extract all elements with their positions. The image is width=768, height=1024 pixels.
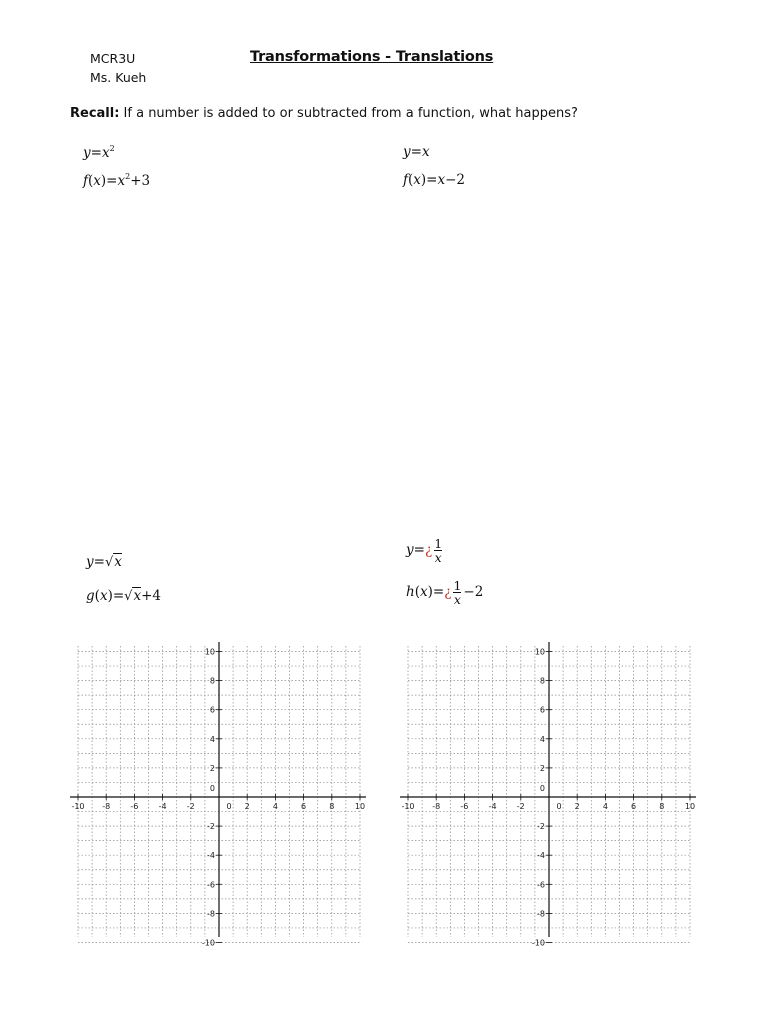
recall-label: Recall: [70,106,120,121]
course-code: MCR3U [90,51,136,66]
x-tick-label: 2 [574,802,580,811]
q2-base-equation: y=x [403,144,430,160]
x-tick-label: 10 [684,802,696,811]
x-tick-label: -4 [488,802,497,811]
x-tick-label: -8 [102,802,111,811]
x-tick-label: -8 [432,802,441,811]
y-tick-label: -4 [207,851,215,861]
y-tick-label: 8 [209,676,215,686]
q3-transformed-equation: g(x)=√x+4 [86,588,161,604]
y-tick-label: 2 [539,763,545,773]
x-tick-label: -10 [71,802,85,811]
recall-line [70,106,578,121]
x-tick-label: 4 [272,802,278,811]
origin-label-y: 0 [539,784,545,793]
y-tick-label: 2 [209,763,215,773]
y-tick-label: 4 [209,734,215,744]
q4-base-equation: y=¿ $\frac{1}{x}$ [406,536,443,565]
x-tick-label: 6 [301,802,307,811]
y-tick-label: 6 [539,705,545,715]
teacher-name: Ms. Kueh [90,70,147,85]
origin-label-y: 0 [209,784,215,793]
x-tick-label: 8 [329,802,335,811]
x-tick-label: -2 [516,802,525,811]
y-tick-label: -10 [531,938,545,948]
y-tick-label: 8 [539,676,545,686]
recall-question: If a number is added to or subtracted from a function, what happens? [119,106,578,121]
y-tick-label: 6 [209,705,215,715]
y-tick-label: -2 [537,822,545,832]
x-tick-label: 8 [659,802,665,811]
origin-label-x: 0 [556,802,562,811]
q1-base-equation: $y=x^2$ [83,144,115,161]
x-tick-label: -6 [130,802,139,811]
coordinate-grid-right[interactable] [400,640,696,948]
q2-transformed-equation: f(x)=x−2 [403,172,466,188]
x-tick-label: -2 [186,802,195,811]
x-tick-label: 2 [244,802,250,811]
y-tick-label: -8 [207,909,215,919]
y-tick-label: 10 [534,647,545,657]
y-tick-label: -2 [207,822,215,832]
y-tick-label: -10 [201,938,215,948]
x-tick-label: 10 [354,802,366,811]
y-tick-label: 10 [204,647,215,657]
q1-transformed-equation: $f(x)=x^2+3$ [83,172,151,189]
x-tick-label: -6 [460,802,469,811]
q4-transformed-equation: h(x)=¿ $\frac{1}{x}$ −2 [406,578,484,607]
coordinate-grid-left[interactable] [70,640,366,948]
y-tick-label: -6 [537,880,545,890]
y-tick-label: -6 [207,880,215,890]
x-tick-label: -10 [401,802,415,811]
origin-label-x: 0 [226,802,232,811]
y-tick-label: -4 [537,851,545,861]
y-tick-label: 4 [539,734,545,744]
q3-base-equation: y=√x [86,554,122,570]
y-tick-label: -8 [537,909,545,919]
x-tick-label: 6 [631,802,637,811]
page-title: Transformations - Translations [250,49,494,65]
x-tick-label: -4 [158,802,167,811]
x-tick-label: 4 [602,802,608,811]
